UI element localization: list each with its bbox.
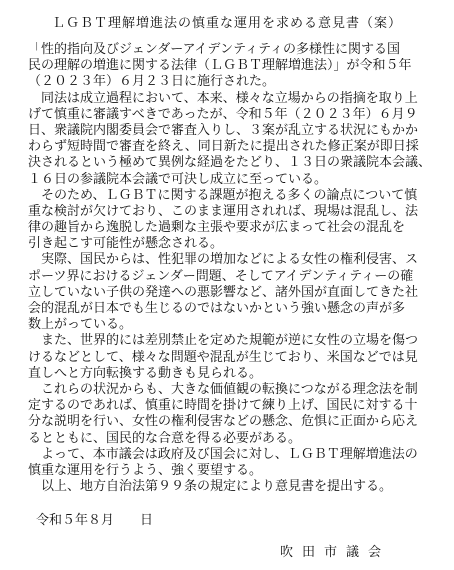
body-line: 数上がっている。 [28,317,133,333]
body-line: 決されるという極めて異例な経過をたどり、１３日の衆議院本会議、 [28,155,432,171]
body-line: げて慎重に審議すべきであったが、令和５年（２０２３年）６月９ [28,106,418,122]
body-line: 重な検討が欠けており、このまま運用されれば、現場は混乱し、法 [28,203,419,219]
body-line: 会的混乱が日本でも生じるのではないかという強い懸念の声が多 [28,301,406,316]
body-line: 以上、地方自治法第９９条の規定により意見書を提出する。 [28,479,393,495]
body-line: 慎重な運用を行うよう、強く要望する。 [28,462,263,478]
body-line: １６日の参議院本会議で可決し成立に至っている。 [28,171,328,187]
body-line: ポーツ界におけるジェンダー問題、そしてアイデンティティーの確 [28,268,414,284]
body-line: 直しへと方向転換する動きも見られる。 [28,365,263,381]
body-line: 実際、国民からは、性犯罪の増加などによる女性の権利侵害、ス [28,252,419,268]
body-line: （２０２３年）６月２３日に施行された。 [28,74,276,90]
body-line: 立していない子供の発達への悪影響など、諸外国が直面してきた社 [28,284,419,300]
document-body [28,42,440,495]
body-line: これらの状況からも、大きな価値観の転換につながる理念法を制 [28,381,418,397]
body-line: 分な説明を行い、女性の権利侵害などの懸念、危惧に正面から応え [28,414,419,430]
body-line: また、世界的には差別禁止を定めた規範が逆に女性の立場を傷つ [28,333,419,349]
body-line: 日、衆議院内閣委員会で審査入りし、３案が乱立する状況にもかか [28,122,419,138]
body-line: 「性的指向及びジェンダーアイデンティティの多様性に関する国 [28,42,401,57]
signer-name: 吹田市議会 [280,545,391,560]
body-line: るとともに、国民的な合意を得る必要がある。 [28,430,302,446]
body-line: 定するのであれば、慎重に時間を掛けて練り上げ、国民に対する十 [28,398,418,414]
document-title: ＬＧＢＴ理解増進法の慎重な運用を求める意見書（案） [51,16,402,31]
body-line: 民の理解の増進に関する法律（ＬＧＢＴ理解増進法）」が令和５年 [28,58,412,74]
body-line: わらず短時間で審査を終え、同日新たに提出された修正案が即日採 [28,139,419,155]
body-line: 引き起こす可能性が懸念される。 [28,236,224,252]
body-line: そのため、ＬＧＢＴに関する課題が抱える多くの論点について慎 [28,187,418,203]
body-line: よって、本市議会は政府及び国会に対し、ＬＧＢＴ理解増進法の [28,446,418,462]
body-line: 律の趣旨から逸脱した過剰な主張や要求が広まって社会の混乱を [28,220,406,236]
document-date: 令和５年８月 日 [36,513,154,528]
body-line: 同法は成立過程において、本来、様々な立場からの指摘を取り上 [28,90,418,106]
body-line: けるなどとして、様々な問題や混乱が生じており、米国などでは見 [28,349,418,365]
